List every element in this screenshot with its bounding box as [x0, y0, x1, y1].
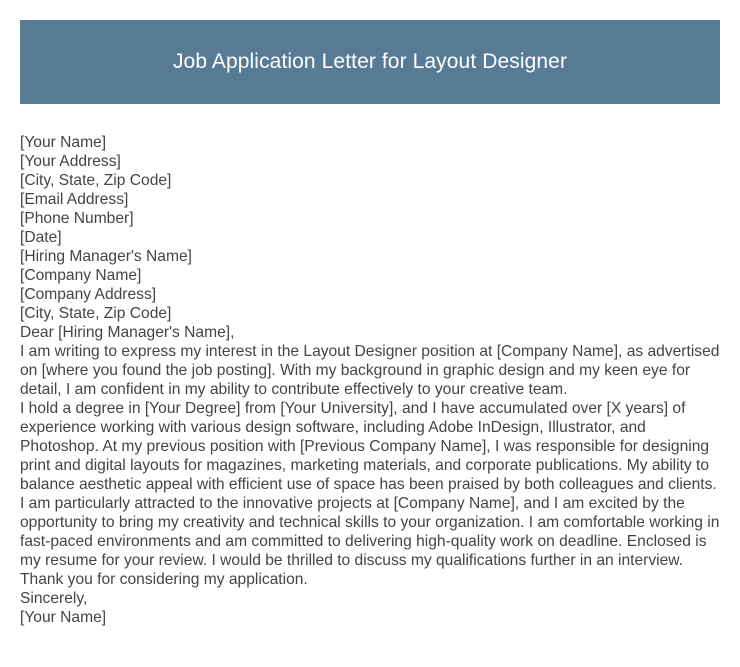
paragraph-experience: I hold a degree in [Your Degree] from [Your University], and I have accumulated over [X years] of experience working with various design software, including Adobe InDesign, Illustrator, and Photoshop. At my previous position with [Previous Company Name], I was responsible for designing print and digital layouts for magazines, marketing materials, and corporate publications. My ability to balance aesthetic appeal with efficient use of space has been praised by both colleagues and clients.	[20, 400, 717, 493]
sender-email: [Email Address]	[20, 191, 129, 208]
recipient-city-state-zip: [City, State, Zip Code]	[20, 305, 172, 322]
salutation: Dear [Hiring Manager's Name],	[20, 324, 235, 341]
sender-address: [Your Address]	[20, 153, 121, 170]
recipient-company-address: [Company Address]	[20, 286, 157, 303]
sender-name: [Your Name]	[20, 134, 107, 151]
header-banner	[20, 20, 720, 104]
paragraph-intro: I am writing to express my interest in the Layout Designer position at [Company Name], as advertised on [where you found the job posting]. With my background in graphic design and my keen eye for detail, I am confident in my ability to contribute effectively to your creative team.	[20, 343, 720, 398]
recipient-company-name: [Company Name]	[20, 267, 142, 284]
recipient-hiring-manager: [Hiring Manager's Name]	[20, 248, 192, 265]
letter-body	[20, 133, 726, 627]
page-title: Job Application Letter for Layout Designer	[172, 50, 568, 73]
letter-date: [Date]	[20, 229, 62, 246]
sender-phone: [Phone Number]	[20, 210, 134, 227]
closing: Sincerely,	[20, 590, 88, 607]
sender-city-state-zip: [City, State, Zip Code]	[20, 172, 172, 189]
paragraph-closing: I am particularly attracted to the innovative projects at [Company Name], and I am excited by the opportunity to bring my creativity and technical skills to your organization. I am comfortable working in fast-paced environments and am committed to delivering high-quality work on deadline. Enclosed is my resume for your review. I would be thrilled to discuss my qualifications further in an interview. Thank you for considering my application.	[20, 495, 720, 588]
signature: [Your Name]	[20, 609, 107, 626]
